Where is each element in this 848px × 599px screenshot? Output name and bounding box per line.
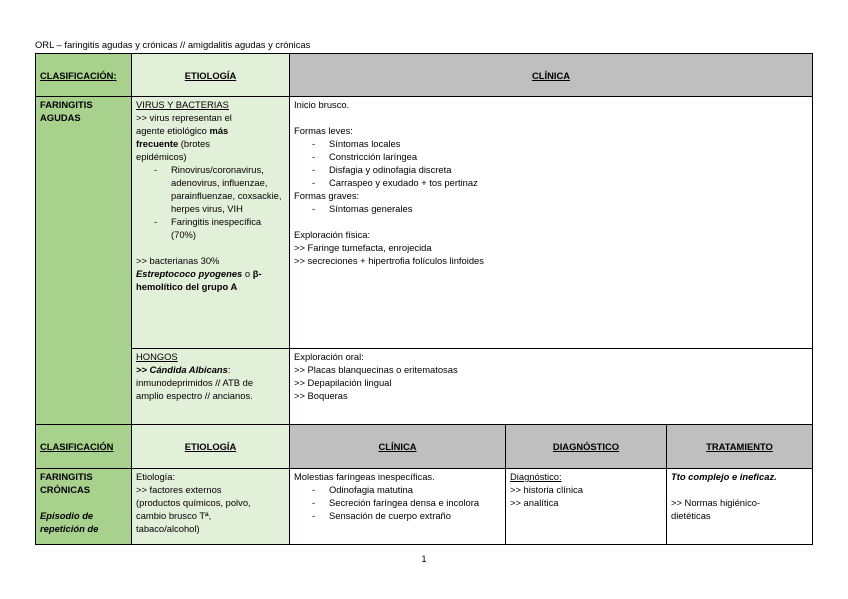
cell-tratamiento-cronicas: Tto complejo e ineficaz. >> Normas higiénico- dietéticas [667, 469, 813, 545]
list-item: - Secreción faríngea densa e incolora [294, 496, 501, 509]
cell-etiologia-virus: VIRUS Y BACTERIAS >> virus representan el agente etiológico más frecuente (brotes epidémicos) - Rinovirus/coronavirus, adenovirus, influenzae, parainfluenzae, coxsackie, herpes virus, VIH - Faringitis inespecífica (70%) >> bacterianas 30% Estreptococo pyogenes o β- hemolítico del grupo A [132, 97, 290, 349]
header-tratamiento: TRATAMIENTO [667, 425, 813, 469]
hongos-title: HONGOS [136, 351, 178, 362]
cell-clinica-virus: Inicio brusco. Formas leves: - Síntomas locales - Constricción laríngea - Disfagia y odinofagia discreta - Carraspeo y exudado + tos pertinaz Formas graves: - Síntomas generales Exploración física: >> Faringe tumefacta, enrojecida >> secreciones + hipertrofia folículos linfoides [290, 97, 813, 349]
cell-clasificacion-agudas: FARINGITIS AGUDAS [36, 97, 132, 425]
page-number: 1 [421, 553, 427, 564]
header-etiologia: ETIOLOGÍA [132, 54, 290, 97]
list-item: - Rinovirus/coronavirus, adenovirus, influenzae, parainfluenzae, coxsackie, herpes virus, VIH [136, 163, 285, 215]
header-diagnostico: DIAGNÓSTICO [506, 425, 667, 469]
list-item: - Odinofagia matutina [294, 483, 501, 496]
list-item: - Síntomas generales [294, 202, 808, 215]
header-etiologia: ETIOLOGÍA [132, 425, 290, 469]
cell-clasificacion-cronicas: FARINGITIS CRÓNICAS Episodio de repetición de [36, 469, 132, 545]
cell-clinica-hongos: Exploración oral: >> Placas blanquecinas o eritematosas >> Depapilación lingual >> Boqueras [290, 349, 813, 425]
cell-clinica-cronicas: Molestias faríngeas inespecíficas. - Odinofagia matutina - Secreción faríngea densa e incolora - Sensación de cuerpo extraño [290, 469, 506, 545]
list-item: - Disfagia y odinofagia discreta [294, 163, 808, 176]
document-title: ORL – faringitis agudas y crónicas // amigdalitis agudas y crónicas [35, 39, 311, 50]
list-item: - Faringitis inespecífica (70%) [136, 215, 285, 241]
list-item: - Carraspeo y exudado + tos pertinaz [294, 176, 808, 189]
header-clasificacion: CLASIFICACIÓN: [36, 54, 132, 97]
table-faringitis-cronicas [35, 424, 813, 545]
table-faringitis-agudas [35, 53, 813, 425]
header-clasificacion: CLASIFICACIÓN [36, 425, 132, 469]
header-clinica: CLÍNICA [290, 54, 813, 97]
cell-etiologia-cronicas: Etiología: >> factores externos (productos químicos, polvo, cambio brusco Tª, tabaco/alcohol) [132, 469, 290, 545]
list-item: - Síntomas locales [294, 137, 808, 150]
cell-etiologia-hongos: HONGOS >> Cándida Albicans: inmunodeprimidos // ATB de amplio espectro // ancianos. [132, 349, 290, 425]
header-clinica: CLÍNICA [290, 425, 506, 469]
list-item: - Constricción laríngea [294, 150, 808, 163]
virus-title: VIRUS Y BACTERIAS [136, 99, 229, 110]
list-item: - Sensación de cuerpo extraño [294, 509, 501, 522]
cell-diagnostico-cronicas: Diagnóstico: >> historia clínica >> analítica [506, 469, 667, 545]
